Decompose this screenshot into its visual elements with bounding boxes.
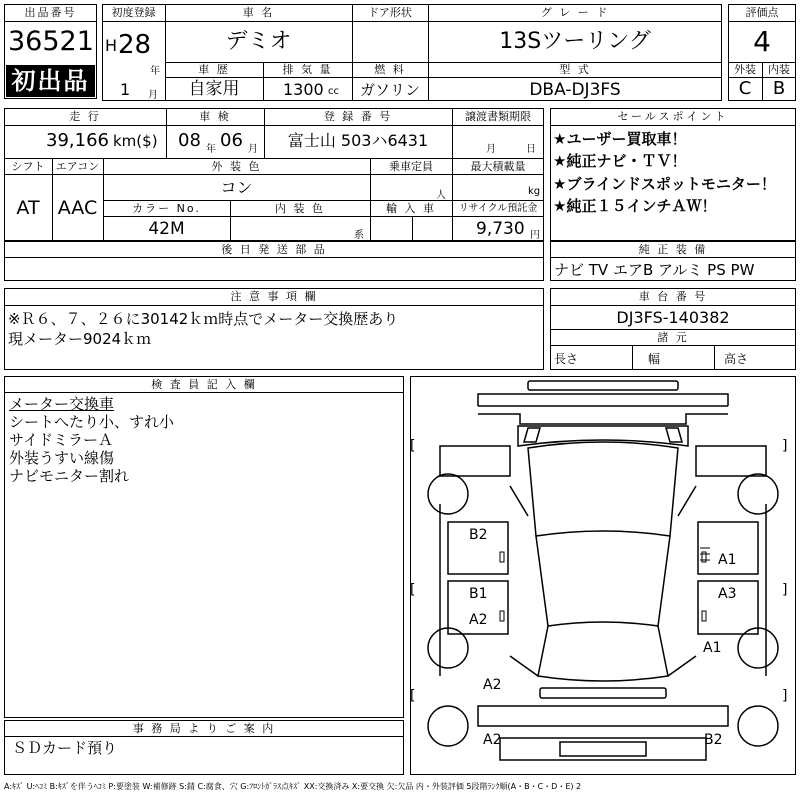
color-no-header: カラー No. [132, 202, 201, 215]
color-no: 42M [148, 219, 185, 239]
grade: 13Sツーリング [499, 29, 651, 54]
sales-point-item: ★純正ナビ・ＴＶ！ [553, 152, 687, 170]
transfer-day-unit: 日 [526, 144, 536, 155]
first-registration-header: 初度登録 [111, 6, 156, 19]
notes-line: 現メーター9024ｋｍ [8, 330, 152, 348]
inspection-year-unit: 年 [206, 144, 216, 155]
office-header: 事 務 局 よ り ご 案 内 [132, 722, 276, 735]
interior-color-unit: 系 [354, 230, 364, 241]
displacement-header: 排 気 量 [282, 63, 333, 76]
displacement-unit: cc [328, 86, 339, 97]
transfer-month-unit: 月 [486, 144, 496, 155]
car-name-header: 車 名 [242, 6, 275, 19]
capacity-header: 乗車定員 [389, 160, 433, 173]
damage-label: A2 [483, 732, 502, 748]
registration-plate: 富士山 503ハ6431 [287, 131, 429, 150]
inspector-line: メーター交換車 [9, 395, 115, 413]
mileage-header: 走 行 [69, 110, 101, 123]
era-year: 28 [118, 30, 152, 60]
height-label: 高さ [724, 352, 749, 366]
overall-score: 4 [753, 25, 771, 58]
inspection-month: 06 [220, 130, 243, 151]
sales-point-item: ★純正１５インチＡＷ！ [553, 197, 717, 215]
inspector-line: 外装うすい線傷 [9, 449, 115, 467]
damage-label: A1 [703, 640, 722, 656]
mirror-bracket-right: ] [782, 438, 788, 454]
interior-grade: B [772, 78, 786, 99]
damage-label: A2 [469, 612, 488, 628]
exterior-color: コン [220, 178, 253, 197]
mirror-bracket-left: [ [410, 582, 416, 598]
fuel: ガソリン [359, 81, 420, 99]
width-label: 幅 [648, 352, 661, 366]
history-header: 車 歴 [198, 63, 230, 76]
mirror-bracket-right: ] [782, 688, 788, 704]
exterior-grade: C [738, 78, 752, 99]
shift-header: シフト [11, 160, 45, 173]
grade-header: グ レ ー ド [540, 6, 610, 19]
max-load-header: 最大積載量 [470, 160, 526, 173]
displacement: 1300 [283, 80, 324, 99]
damage-label: A1 [718, 552, 737, 568]
chassis-number: DJ3FS-140382 [616, 308, 730, 327]
score-header: 評価点 [745, 6, 779, 19]
exterior-color-header: 外 装 色 [211, 160, 262, 173]
year-unit: 年 [150, 66, 160, 77]
aircon-header: エアコン [55, 160, 100, 173]
reg-month: 1 [120, 80, 131, 99]
model-code: DBA-DJ3FS [529, 80, 621, 100]
inspection-month-unit: 月 [248, 144, 258, 155]
recycle-unit: 円 [530, 230, 540, 241]
capacity-unit: 人 [436, 190, 446, 201]
month-unit: 月 [148, 90, 158, 101]
equipment: ナビ TV エアB アルミ PS PW [554, 261, 755, 279]
first-listing-badge: 初出品 [6, 65, 95, 97]
interior-color-header: 内 装 色 [275, 202, 325, 215]
office-note: ＳＤカード預り [12, 739, 118, 757]
history: 自家用 [188, 79, 240, 99]
sales-point-item: ★ユーザー買取車！ [553, 130, 687, 148]
damage-label: B1 [469, 586, 488, 602]
model-code-header: 型 式 [559, 63, 591, 76]
mirror-bracket-right: ] [782, 582, 788, 598]
era-letter: H [105, 36, 118, 55]
inspection-year: 08 [178, 130, 201, 151]
plate-header: 登 録 番 号 [323, 110, 393, 123]
recycle-fee-header: リサイクル預託金 [458, 203, 538, 214]
equipment-header: 純 正 装 備 [638, 243, 708, 256]
door-type-header: ドア形状 [368, 6, 412, 19]
sales-point-item: ★ブラインドスポットモニター！ [553, 175, 776, 193]
chassis-header: 車 台 番 号 [638, 290, 708, 303]
aircon: AAC [57, 197, 98, 219]
inspector-line: シートへたり小、すれ小 [9, 413, 175, 431]
car-name: デミオ [225, 29, 292, 54]
shift: AT [16, 197, 40, 219]
sales-points-header: セールスポイント [617, 110, 729, 123]
fuel-header: 燃 料 [374, 63, 406, 76]
inspector-line: ナビモニター割れ [9, 467, 130, 485]
lot-number: 36521 [8, 26, 94, 57]
mileage: 39,166 [46, 130, 109, 151]
inspector-line: サイドミラーＡ [9, 431, 113, 449]
mirror-bracket-left: [ [410, 688, 416, 704]
import-header: 輸 入 車 [386, 202, 436, 215]
damage-label: A2 [483, 677, 502, 693]
notes-header: 注 意 事 項 欄 [230, 290, 318, 303]
max-load-unit: kg [528, 186, 541, 197]
damage-label: A3 [718, 586, 737, 602]
inspector-header: 検 査 員 記 入 欄 [151, 378, 257, 391]
inspection-header: 車 検 [199, 110, 231, 123]
notes-line: ※Ｒ６、７、２６に30142ｋｍ時点でメーター交換歴あり [8, 310, 399, 328]
transfer-deadline-header: 譲渡書類期限 [465, 110, 531, 123]
exterior-grade-header: 外装 [734, 63, 756, 76]
spec-header: 諸 元 [657, 331, 689, 344]
recycle-fee: 9,730 [476, 219, 525, 239]
length-label: 長さ [554, 352, 579, 366]
later-parts-header: 後 日 発 送 部 品 [221, 243, 327, 256]
mileage-unit: km($) [113, 132, 158, 150]
interior-grade-header: 内装 [768, 63, 790, 76]
damage-label: B2 [469, 527, 488, 543]
mirror-bracket-left: [ [410, 438, 416, 454]
car-diagram [410, 376, 796, 775]
legend: A:ｷｽﾞ U:ﾍｺﾐ B:ｷｽﾞを伴うﾍｺﾐ P:要塗装 W:補修跡 S:錆 C:腐食、穴 G:ﾌﾛﾝﾄｶﾞﾗｽ点ｷｽﾞ XX:交換済み X:要交換 欠:欠品 内・外装評価 5段階ﾗﾝｸ順(A・B・C・D・E) 2 [4, 782, 582, 791]
damage-label: B2 [704, 732, 723, 748]
lot-number-header: 出品番号 [24, 6, 77, 19]
